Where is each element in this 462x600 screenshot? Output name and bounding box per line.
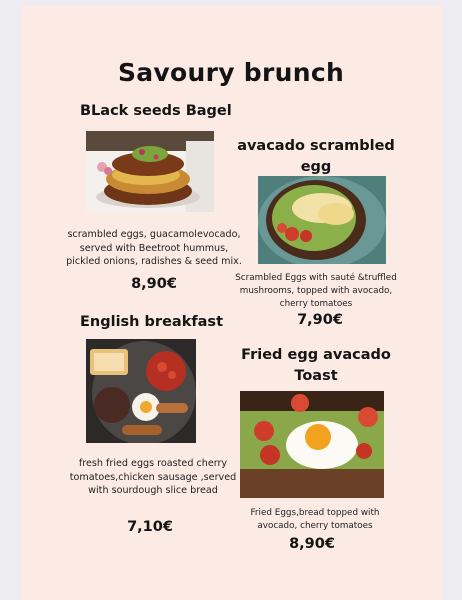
fried-egg-toast-photo: [240, 391, 384, 498]
item-description-fried-egg-toast: Fried Eggs,bread topped with avocado, cherry tomatoes: [250, 508, 380, 531]
item-description-english-breakfast: fresh fried eggs roasted cherry tomatoes,chicken sausage ,served with sourdough slice bread: [69, 458, 237, 496]
item-name-bagel: BLack seeds Bagel: [80, 103, 232, 119]
item-name-line-2: Toast: [294, 368, 338, 384]
item-description-scrambled-toast: Scrambled Eggs with sauté &truffled mushrooms, topped with avocado, cherry tomatoes: [235, 273, 397, 309]
item-name-english-breakfast: English breakfast: [80, 314, 223, 330]
item-price-english-breakfast: 7,10€: [127, 519, 173, 535]
english-breakfast-photo: [86, 339, 196, 443]
item-name-line-1: avacado scrambled egg: [237, 138, 395, 175]
item-name-line-1: Fried egg avacado: [241, 347, 391, 363]
bagel-photo: [86, 131, 214, 212]
scrambled-egg-toast-photo: [258, 176, 386, 264]
item-price-scrambled-toast: 7,90€: [297, 312, 343, 328]
menu-title: Savoury brunch: [117, 58, 345, 87]
item-name-fried-egg-toast: [234, 345, 398, 387]
item-price-bagel: 8,90€: [131, 276, 177, 292]
item-price-fried-egg-toast: 8,90€: [289, 536, 335, 552]
item-description-bagel: scrambled eggs, guacamolevocado, served with Beetroot hummus, pickled onions, radishes & seed mix.: [66, 229, 242, 267]
